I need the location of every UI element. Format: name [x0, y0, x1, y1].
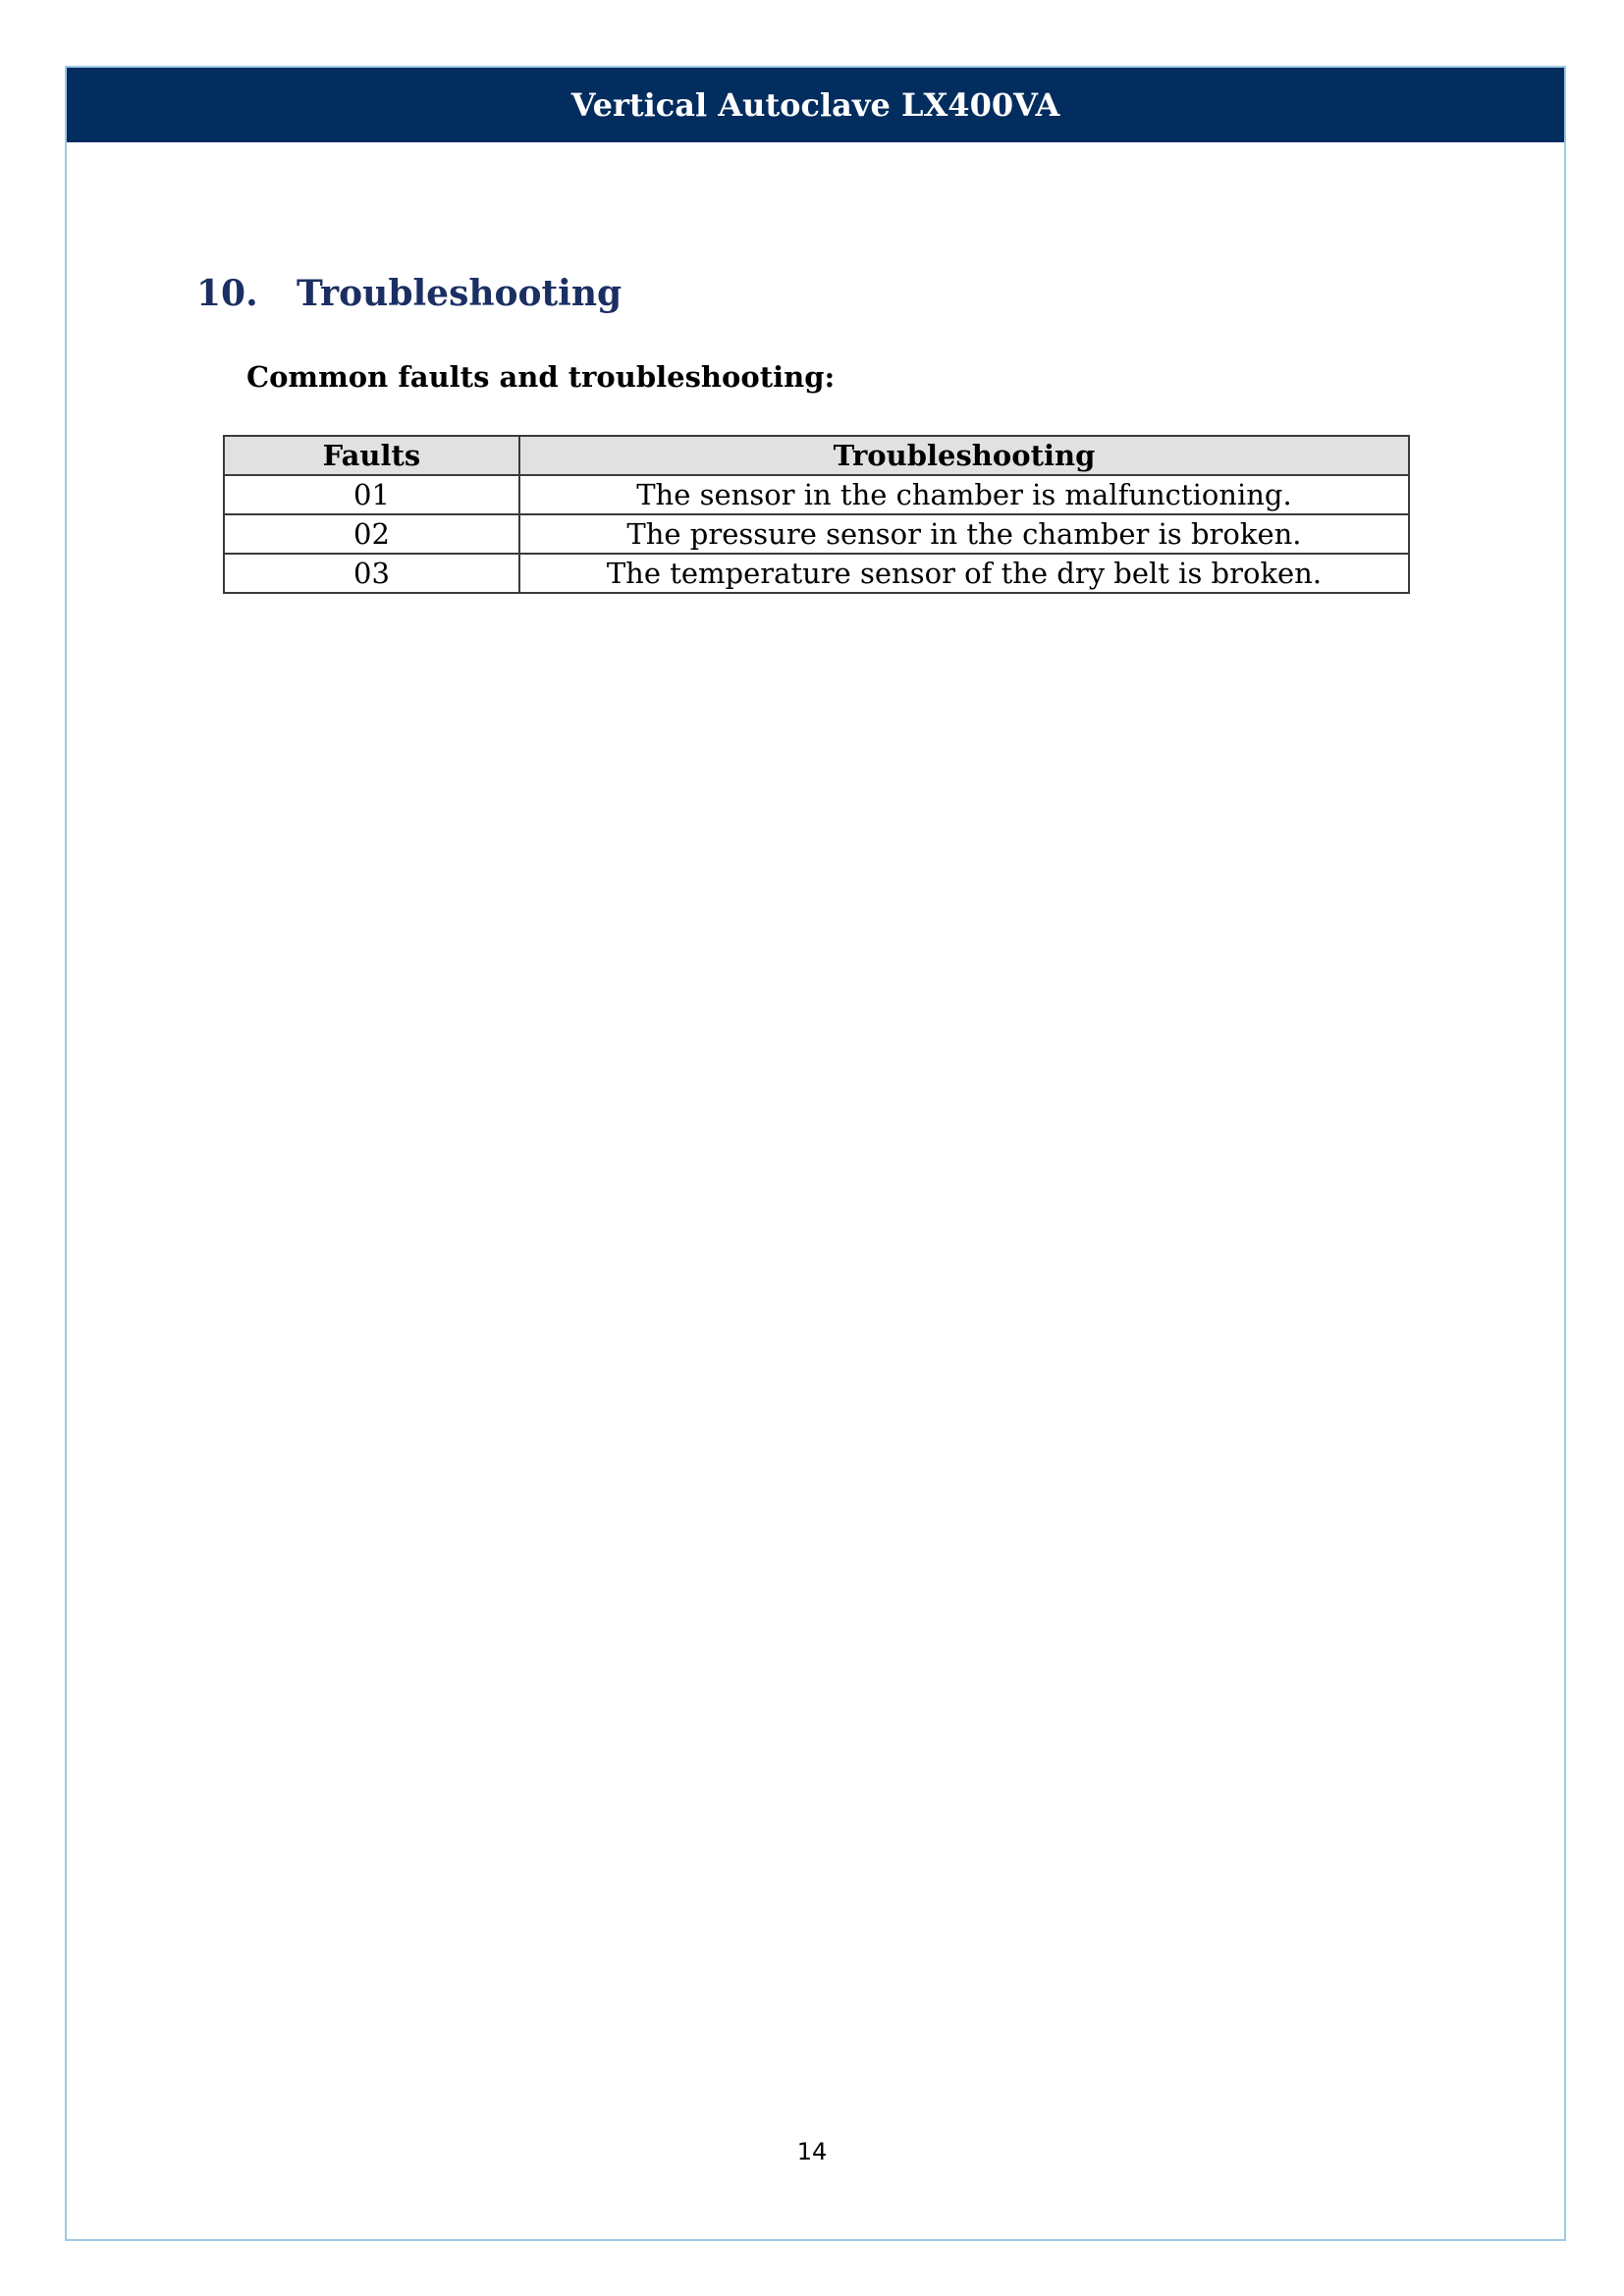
- troubleshooting-cell: The temperature sensor of the dry belt is broken.: [519, 554, 1409, 593]
- section-title: Troubleshooting: [297, 273, 623, 314]
- table-row: [224, 554, 1409, 593]
- table-row: [224, 475, 1409, 514]
- fault-code-cell: 01: [224, 475, 519, 514]
- section-number: 10.: [196, 273, 258, 314]
- troubleshooting-cell: The sensor in the chamber is malfunctioning.: [519, 475, 1409, 514]
- fault-code-cell: 03: [224, 554, 519, 593]
- column-header-troubleshooting: Troubleshooting: [519, 436, 1409, 475]
- fault-code-cell: 02: [224, 514, 519, 554]
- faults-table: [223, 435, 1410, 594]
- document-title: Vertical Autoclave LX400VA: [570, 86, 1060, 124]
- subheading: Common faults and troubleshooting:: [246, 360, 836, 394]
- table-row: [224, 514, 1409, 554]
- table-header-row: [224, 436, 1409, 475]
- header-bar: [67, 68, 1564, 142]
- section-heading: [196, 273, 622, 314]
- page-number: 14: [796, 2138, 828, 2165]
- troubleshooting-cell: The pressure sensor in the chamber is broken.: [519, 514, 1409, 554]
- column-header-faults: Faults: [224, 436, 519, 475]
